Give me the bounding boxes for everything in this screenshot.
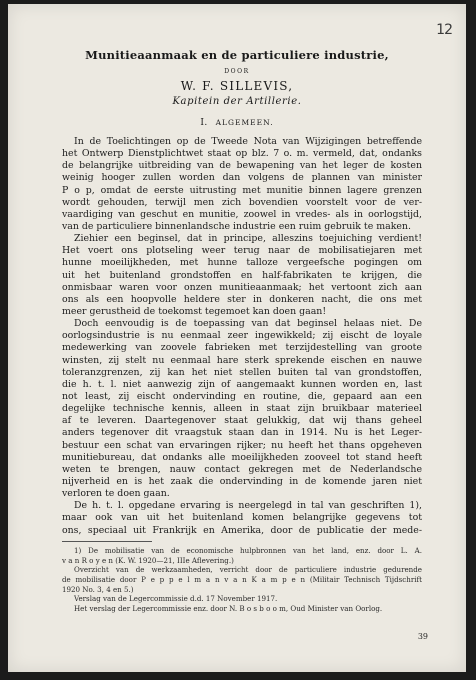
- footnote-line: Overzicht van de werkzaamheden, verricht door de particuliere industrie gedurende: [74, 565, 422, 575]
- page-number: 39: [417, 632, 428, 641]
- body-line: verloren te doen gaan.: [62, 488, 170, 500]
- body-line: bestuur een schat van ervaringen rijker; nu heeft het thans opgeheven: [62, 439, 422, 451]
- body-line: meer gerustheid de toekomst tegemoet kan doen gaan!: [62, 305, 327, 317]
- body-line: ons als een hoopvolle heldere ster in donkeren nacht, die ons met: [62, 293, 422, 305]
- body-line: medewerking van zoovele fabrieken met terzijdestelling van groote: [62, 342, 422, 354]
- body-line: de belangrijke uitbreiding van de bewapening van het leger de kosten: [62, 160, 422, 172]
- body-line: De h. t. l. opgedane ervaring is neergelegd in tal van geschriften 1),: [74, 500, 422, 512]
- body-line: not least, zij eischt ondervinding en routine, die, gepaard aan een: [62, 390, 422, 402]
- handwritten-page-mark: 12: [436, 22, 452, 38]
- section-name: ALGEMEEN.: [215, 118, 274, 127]
- body-line: van de particuliere binnenlandsche industrie een ruim gebruik te maken.: [62, 220, 411, 232]
- footnote-line: v a n R o y e n (K. W. 1920—21, IIIe Aflevering.): [62, 555, 234, 565]
- body-text: [62, 136, 422, 537]
- body-line: ons, speciaal uit Frankrijk en Amerika, door de publicatie der mede-: [62, 524, 422, 536]
- body-line: weten te brengen, nauw contact gekregen met de Nederlandsche: [62, 463, 422, 475]
- body-line: degelijke technische kennis, alleen in staat zijn bruikbaar materieel: [62, 403, 422, 415]
- body-line: oorlogsindustrie is nu eenmaal zeer ingewikkeld; zij eischt de loyale: [62, 330, 422, 342]
- footnote-divider: [62, 541, 152, 542]
- body-line: vaardiging van geschut en munitie, zoowel in vredes- als in oorlogstijd,: [62, 208, 422, 220]
- body-line: winsten, zij stelt nu eenmaal hare sterk sprekende eischen en nauwe: [62, 354, 422, 366]
- footnote-line: 1) De mobilisatie van de economische hulpbronnen van het land, enz. door L. A.: [74, 546, 422, 555]
- body-line: onmisbaar waren voor onzen munitieaanmaak; het vertoont zich aan: [62, 281, 422, 293]
- author-name: W. F. SILLEVIS,: [180, 79, 294, 93]
- body-line: hunne moeilijkheden, met hunne talloze vergeefsche pogingen om: [62, 257, 422, 269]
- article-title: Munitieaanmaak en de particuliere industrie,: [85, 48, 389, 62]
- body-line: Het voert ons plotseling weer terug naar de mobilisatiejaren met: [62, 245, 422, 257]
- body-line: weinig hooger zullen worden dan volgens de plannen van minister: [62, 172, 422, 184]
- body-line: wordt gehouden, terwijl men zich bovendien voorstelt voor de ver-: [62, 196, 422, 208]
- footnote-line: 1920 No. 3, 4 en 5.): [62, 584, 134, 594]
- body-line: die h. t. l. niet aanwezig zijn of aangemaakt kunnen worden en, last: [62, 378, 422, 390]
- footnotes: [62, 546, 422, 614]
- author-rank: Kapitein der Artillerie.: [172, 96, 302, 107]
- body-line: Ziehier een beginsel, dat in principe, alleszins toejuiching verdient!: [74, 233, 422, 245]
- body-line: af te leveren. Daartegenover staat gelukkig, dat wij thans geheel: [62, 415, 422, 427]
- body-line: uit het buitenland grondstoffen en half-fabrikaten te krijgen, die: [62, 269, 422, 281]
- body-line: anders tegenover dit vraagstuk staan dan in 1914. Nu is het Leger-: [62, 427, 422, 439]
- footnote-line: Verslag van de Legercommissie d.d. 17 November 1917.: [74, 594, 278, 604]
- section-heading: [8, 118, 466, 128]
- byline-door: DOOR: [224, 68, 250, 75]
- body-line: het Ontwerp Dienstplichtwet staat op blz. 7 o. m. vermeld, dat, ondanks: [62, 148, 422, 160]
- body-line: In de Toelichtingen op de Tweede Nota van Wijzigingen betreffende: [74, 136, 422, 147]
- body-line: P o p, omdat de eerste uitrusting met munitie binnen lagere grenzen: [62, 184, 422, 196]
- body-line: nijverheid en is het zaak die ondervinding in de komende jaren niet: [62, 475, 422, 487]
- body-line: toleranzgrenzen, zij kan het niet stellen buiten tal van grondstoffen,: [62, 366, 422, 378]
- section-number: I.: [200, 118, 208, 128]
- body-line: maar ook van uit het buitenland komen belangrijke gegevens tot: [62, 512, 422, 524]
- document-page: [8, 4, 466, 672]
- footnote-line: Het verslag der Legercommissie enz. door N. B o s b o o m, Oud Minister van Oorlog.: [74, 604, 383, 614]
- body-line: Doch eenvoudig is de toepassing van dat beginsel helaas niet. De: [74, 318, 422, 330]
- footnote-line: de mobilisatie door P e p p e l m a n v a n K a m p e n (Militair Technisch Tijdschrift: [62, 575, 422, 585]
- body-line: munitiebureau, dat ondanks alle moeilijkheden zooveel tot stand heeft: [62, 451, 422, 463]
